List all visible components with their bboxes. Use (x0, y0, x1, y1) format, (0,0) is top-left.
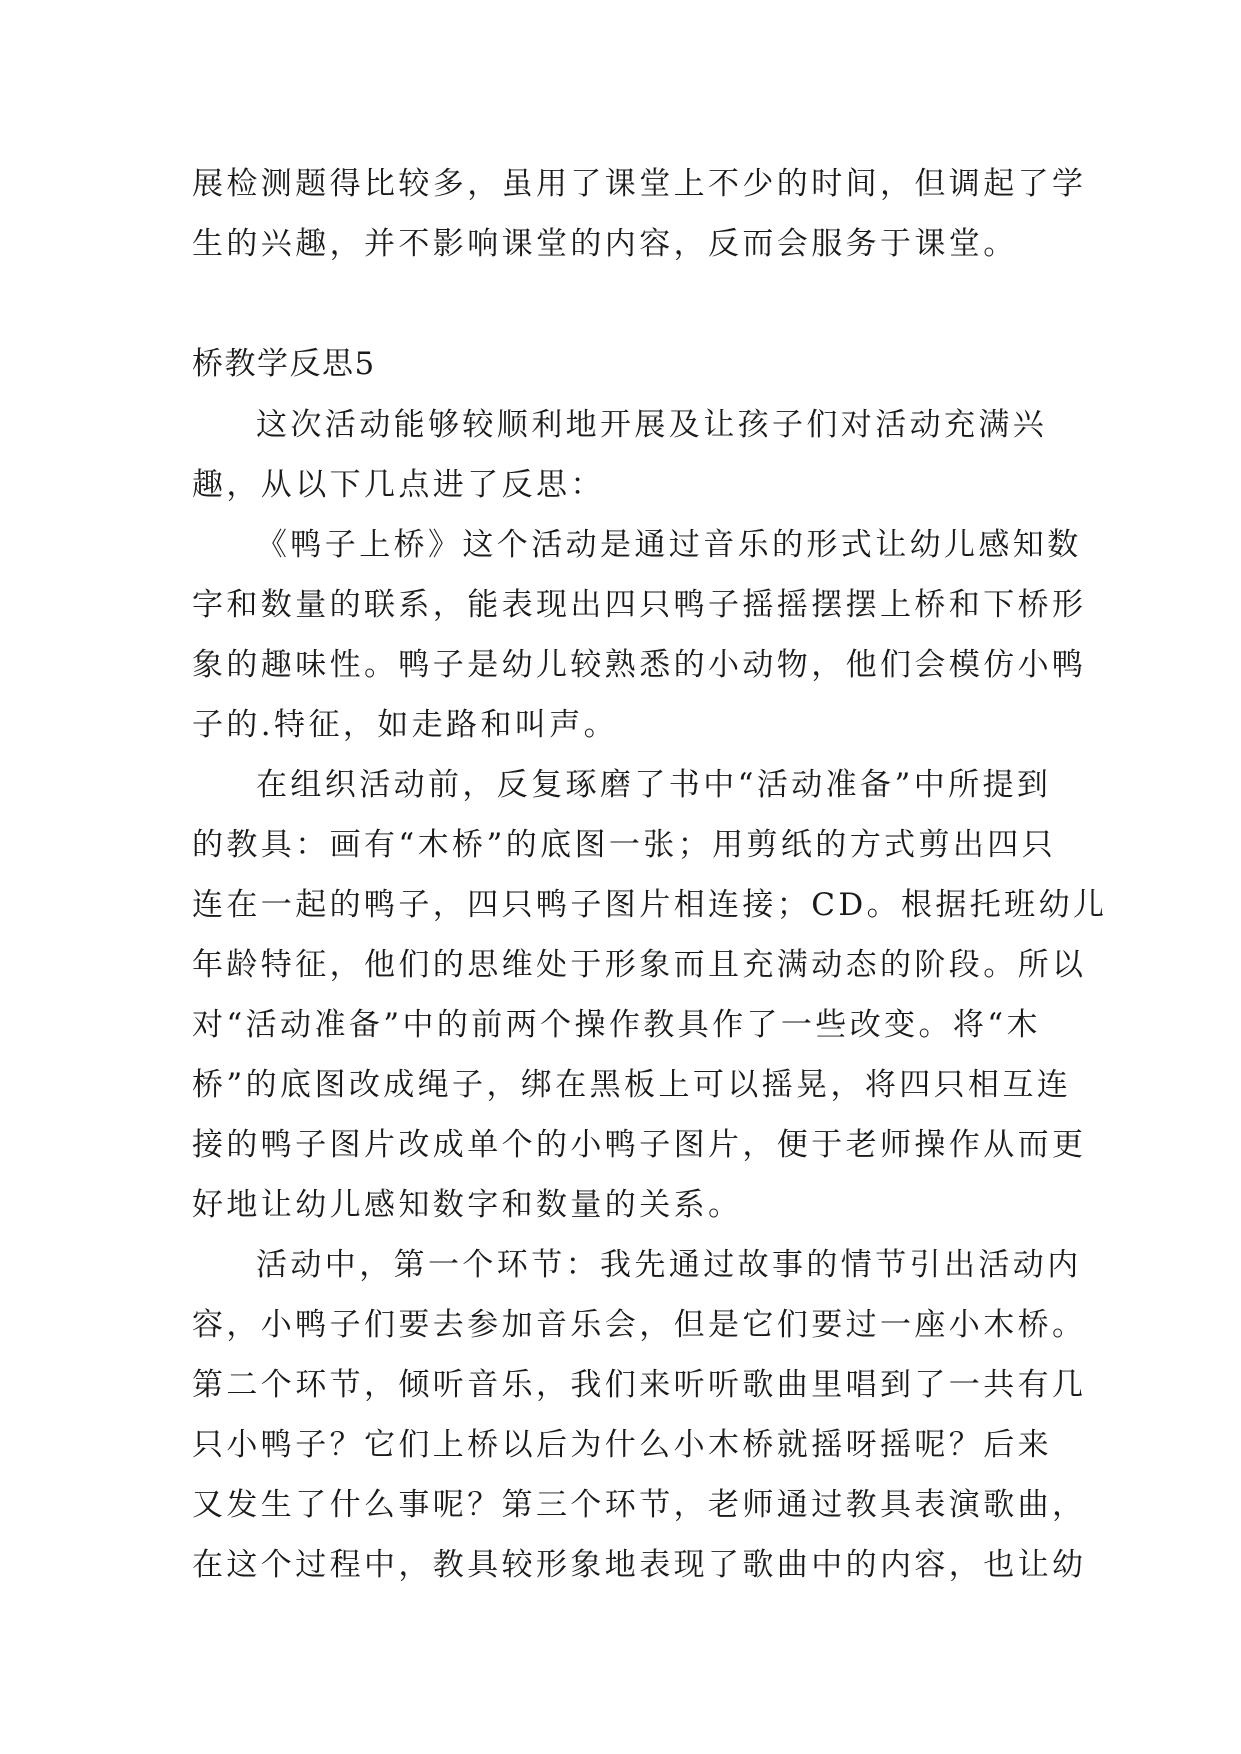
text-line: 连在一起的鸭子，四只鸭子图片相连接；CD。根据托班幼儿 (192, 887, 1108, 923)
text-line: 这次活动能够较顺利地开展及让孩子们对活动充满兴 (256, 407, 1048, 443)
text-line: 象的趣味性。鸭子是幼儿较熟悉的小动物，他们会模仿小鸭 (192, 647, 1087, 683)
text-line: 《鸭子上桥》这个活动是通过音乐的形式让幼儿感知数 (256, 527, 1082, 563)
text-line: 趣，从以下几点进了反思： (192, 467, 605, 503)
text-line: 对“活动准备”中的前两个操作教具作了一些改变。将“木 (192, 1007, 1041, 1043)
text-line: 的教具：画有“木桥”的底图一张；用剪纸的方式剪出四只 (192, 827, 1057, 863)
text-line: 生的兴趣，并不影响课堂的内容，反而会服务于课堂。 (192, 226, 1018, 262)
text-line: 年龄特征，他们的思维处于形象而且充满动态的阶段。所以 (192, 947, 1087, 983)
text-line: 子的.特征，如走路和叫声。 (192, 707, 619, 743)
text-line: 接的鸭子图片改成单个的小鸭子图片，便于老师操作从而更 (192, 1127, 1087, 1163)
text-line: 活动中，第一个环节：我先通过故事的情节引出活动内 (256, 1247, 1082, 1283)
section-heading: 桥教学反思5 (192, 346, 376, 382)
text-line: 桥”的底图改成绳子，绑在黑板上可以摇晃，将四只相互连 (192, 1067, 1072, 1103)
text-line: 第二个环节，倾听音乐，我们来听听歌曲里唱到了一共有几 (192, 1367, 1087, 1403)
text-line: 容，小鸭子们要去参加音乐会，但是它们要过一座小木桥。 (192, 1307, 1087, 1343)
text-line: 只小鸭子？它们上桥以后为什么小木桥就摇呀摇呢？后来 (192, 1427, 1052, 1463)
text-line: 在这个过程中，教具较形象地表现了歌曲中的内容，也让幼 (192, 1547, 1087, 1583)
text-line: 字和数量的联系，能表现出四只鸭子摇摇摆摆上桥和下桥形 (192, 587, 1087, 623)
text-line: 展检测题得比较多，虽用了课堂上不少的时间，但调起了学 (192, 166, 1087, 202)
text-line: 又发生了什么事呢？第三个环节，老师通过教具表演歌曲， (192, 1487, 1087, 1523)
text-line: 好地让幼儿感知数字和数量的关系。 (192, 1187, 743, 1223)
text-line: 在组织活动前，反复琢磨了书中“活动准备”中所提到 (256, 767, 1052, 803)
